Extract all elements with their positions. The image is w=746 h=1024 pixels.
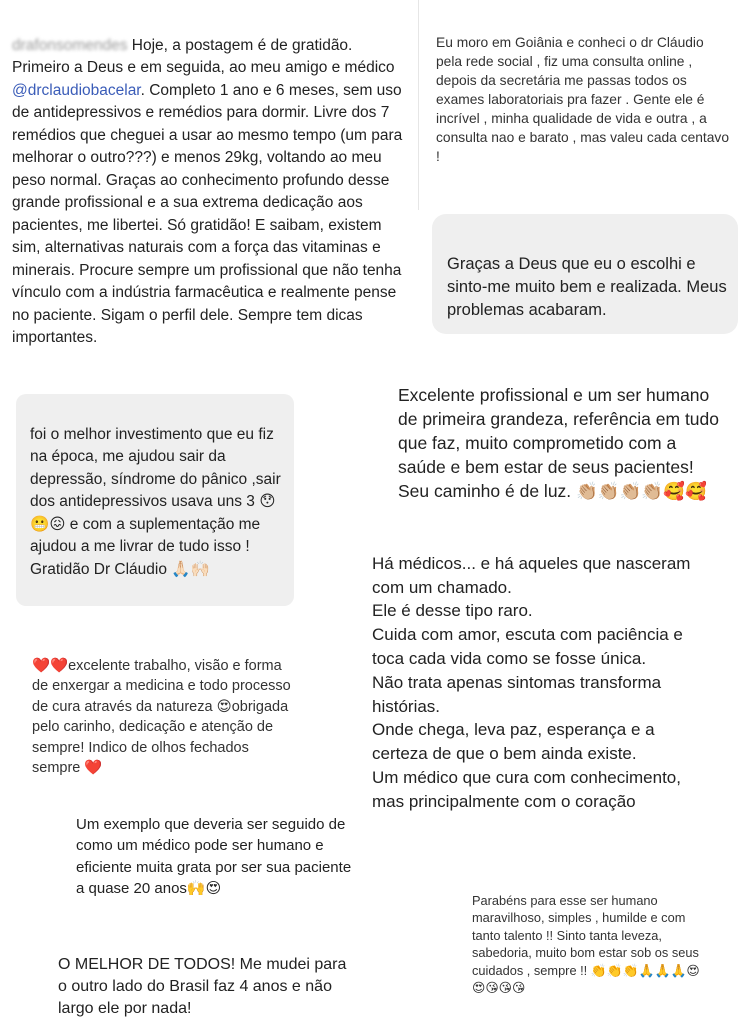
testimonial-text: Graças a Deus que eu o escolhi e sinto-me muito bem e realizada. Meus problemas acabaram. xyxy=(447,255,727,319)
testimonial-card xyxy=(447,230,732,322)
testimonial-text: Hoje, a postagem é de gratidão. Primeiro a Deus e em seguida, ao meu amigo e médico xyxy=(12,36,395,76)
testimonial-card xyxy=(12,12,412,350)
testimonial-card xyxy=(472,874,712,997)
testimonial-text: ❤️❤️excelente trabalho, visão e forma de enxergar a medicina e todo processo de cura através da natureza 😍obrigada pelo carinho, dedicação e atenção de sempre! Indico de olhos fechados sempre ❤️ xyxy=(32,657,291,776)
mention-link[interactable]: @drclaudiobacelar xyxy=(12,81,141,99)
testimonial-text: . Completo 1 ano e 6 meses, sem uso de antidepressivos e remédios para dormir. Livre dos 7 remédios que cheguei a usar ao mesmo tempo (um para melhorar o outro???) e menos 29kg, voltando ao meu peso normal. Graças ao conhecimento profundo desse grande profissional e a sua extrema dedicação aos pacientes, me libertei. Só gratidão! E saibam, existem sim, alternativas naturais com a força das vitaminas e minerais. Procure sempre um profissional que não tenha vínculo com a indústria farmacêutica e realmente pense no paciente. Sigam o perfil dele. Sempre tem dicas importantes. xyxy=(12,81,403,346)
testimonial-card xyxy=(30,401,284,581)
testimonial-text: Parabéns para esse ser humano maravilhoso, simples , humilde e com tanto talento !! Sinto tanta leveza, sabedoria, muito bom estar sob os seus cuidados , sempre !! 👏👏👏🙏🙏🙏😍😍😘😘😘 xyxy=(472,892,700,995)
testimonial-text: foi o melhor investimento que eu fiz na época, me ajudou sair da depressão, síndrome do pânico ,sair dos antidepressivos usava uns 3 😯😬😖 e com a suplementação me ajudou a me livrar de tudo isso ! Gratidão Dr Cláudio 🙏🏻🙌🏻 xyxy=(30,425,281,578)
testimonial-card xyxy=(76,792,354,900)
username-handle[interactable]: drafonsomendes xyxy=(12,36,128,54)
testimonial-text: Há médicos... e há aqueles que nasceram com um chamado. Ele é desse tipo raro. Cuida com amor, escuta com paciência e toca cada vida como se fosse única. Não trata apenas sintomas transforma histórias. Onde chega, leva paz, esperança e a certeza de que o bem ainda existe. Um médico que cura com conhecimento, mas principalmente com o coração xyxy=(372,553,691,811)
testimonial-text: O MELHOR DE TODOS! Me mudei para o outro lado do Brasil faz 4 anos e não largo ele por nada! xyxy=(58,956,347,1017)
testimonial-card xyxy=(32,635,300,779)
testimonial-card xyxy=(58,932,358,1020)
testimonial-text: Um exemplo que deveria ser seguido de como um médico pode ser humano e eficiente muita grata por ser sua paciente a quase 20 anos🙌😍 xyxy=(76,815,352,897)
testimonial-text: Eu moro em Goiânia e conheci o dr Cláudio pela rede social , fiz uma consulta online , depois da secretária me passas todos os exames laboratoriais pra fazer . Gente ele é incrível , minha qualidade de vida e outra , a consulta nao e barato , mas valeu cada centavo ! xyxy=(436,35,729,164)
testimonial-card xyxy=(436,14,732,166)
testimonial-card xyxy=(398,359,728,503)
testimonial-text: Excelente profissional e um ser humano de primeira grandeza, referência em tudo que faz, muito comprometido com a saúde e bem estar de seus pacientes! Seu caminho é de luz. 👏🏼👏🏼👏🏼👏🏼🥰🥰 xyxy=(398,385,720,501)
column-divider xyxy=(418,0,419,210)
testimonial-card xyxy=(372,528,712,814)
